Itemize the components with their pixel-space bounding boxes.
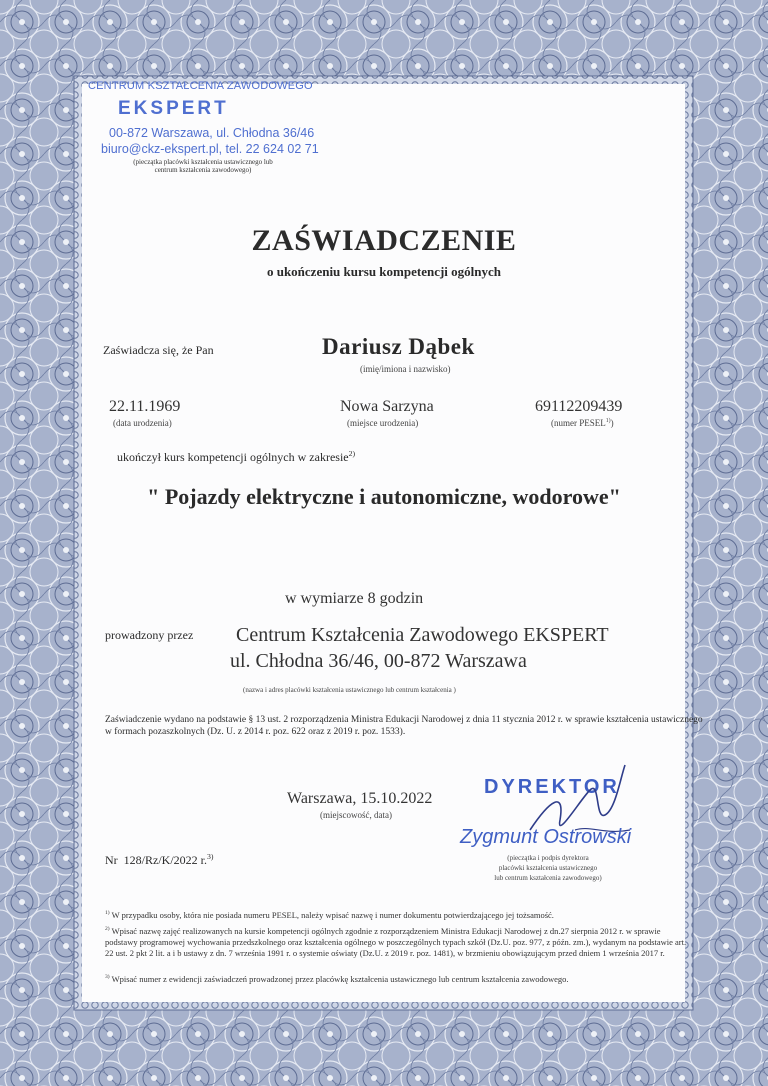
document-title: ZAŚWIADCZENIE — [251, 224, 517, 257]
institution-name: Centrum Kształcenia Zawodowego EKSPERT — [236, 624, 609, 646]
issue-place-date: Warszawa, 15.10.2022 — [287, 790, 433, 807]
institution-address: ul. Chłodna 36/46, 00-872 Warszawa — [230, 650, 527, 672]
document-subtitle: o ukończeniu kursu kompetencji ogólnych — [266, 264, 502, 279]
director-stamp-role: DYREKTOR — [484, 776, 620, 798]
legal-basis: Zaświadczenie wydano na podstawie § 13 ust. 2 rozporządzenia Ministra Edukacji Narodowej z dnia 11 stycznia 2012 r. w sprawie kształcenia ustawicznego w formach pozaszkolnych (Dz. U. z 2014 r. poz. 622 oraz z 2019 r. poz. 1533). — [105, 715, 703, 737]
footnote-1: $^{1)}$ W przypadku osoby, która nie posiada numeru PESEL, należy wpisać nazwę i numer dokumentu potwierdzającego jej tożsamość. — [105, 909, 554, 920]
conducted-by-label: prowadzony przez — [105, 628, 194, 642]
birth-date-label: (data urodzenia) — [113, 418, 172, 428]
issue-place-date-label: (miejscowość, data) — [320, 810, 392, 820]
stamp-contact: biuro@ckz-ekspert.pl, tel. 22 624 02 71 — [101, 142, 319, 156]
stamp-note: (pieczątka placówki kształcenia ustawicznego lub centrum kształcenia zawodowego) — [133, 158, 273, 174]
course-duration: w wymiarze 8 godzin — [285, 590, 424, 607]
pesel-label: (numer PESEL$^{1)}$) — [551, 418, 614, 428]
institution-label: (nazwa i adres placówki kształcenia ustawicznego lub centrum kształcenia ) — [243, 686, 456, 694]
course-name: " Pojazdy elektryczne i autonomiczne, wodorowe" — [147, 484, 621, 509]
birth-date: 22.11.1969 — [109, 398, 181, 415]
stamp-brand: EKSPERT — [118, 98, 229, 119]
footnote-3: $^{3)}$ Wpisać numer z ewidencji zaświadczeń prowadzonej przez placówkę kształcenia ustawicznego lub centrum kształcenia zawodowego. — [105, 973, 569, 984]
pesel-number: 69112209439 — [535, 398, 623, 415]
footnote-2: $^{2)}$ Wpisać nazwę zajęć realizowanych na kursie kompetencji ogólnych zgodnie z rozporządzeniem Ministra Edukacji Narodowej z dn.27 sierpnia 2012 r. w sprawie podstawy programowej wychowania przedszkolnego oraz kształcenia ogólnego w poszczególnych typach szkół (Dz.U. poz. 977, z późn. zm.), wydanym na podstawie art. 22 ust. 2 pkt 2 lit. a i b ustawy z dn. 7 września 1991 r. o systemie oświaty (Dz.U. z 2019 r. poz. 1481), w brzmieniu obowiązującym przed dniem 1 września 2017 r. — [105, 925, 687, 958]
birth-place-label: (miejsce urodzenia) — [347, 418, 419, 428]
director-stamp-name: Zygmunt Ostrowski — [460, 826, 632, 848]
person-name-label: (imię/imiona i nazwisko) — [360, 364, 451, 374]
birth-place: Nowa Sarzyna — [340, 398, 434, 415]
stamp-address: 00-872 Warszawa, ul. Chłodna 36/46 — [109, 126, 315, 140]
signature-label: (pieczątka i podpis dyrektora placówki kształcenia ustawicznego lub centrum kształcenia zawodowego) — [494, 854, 602, 882]
intro-text: Zaświadcza się, że Pan — [103, 343, 214, 357]
stamp-institution-title: CENTRUM KSZTAŁCENIA ZAWODOWEGO — [88, 80, 313, 92]
course-intro: ukończył kurs kompetencji ogólnych w zakresie$^{2)}$ — [117, 449, 356, 464]
person-name: Dariusz Dąbek — [322, 334, 475, 359]
certificate-number: Nr 128/Rz/K/2022 r.$^{3)}$ — [105, 852, 214, 867]
